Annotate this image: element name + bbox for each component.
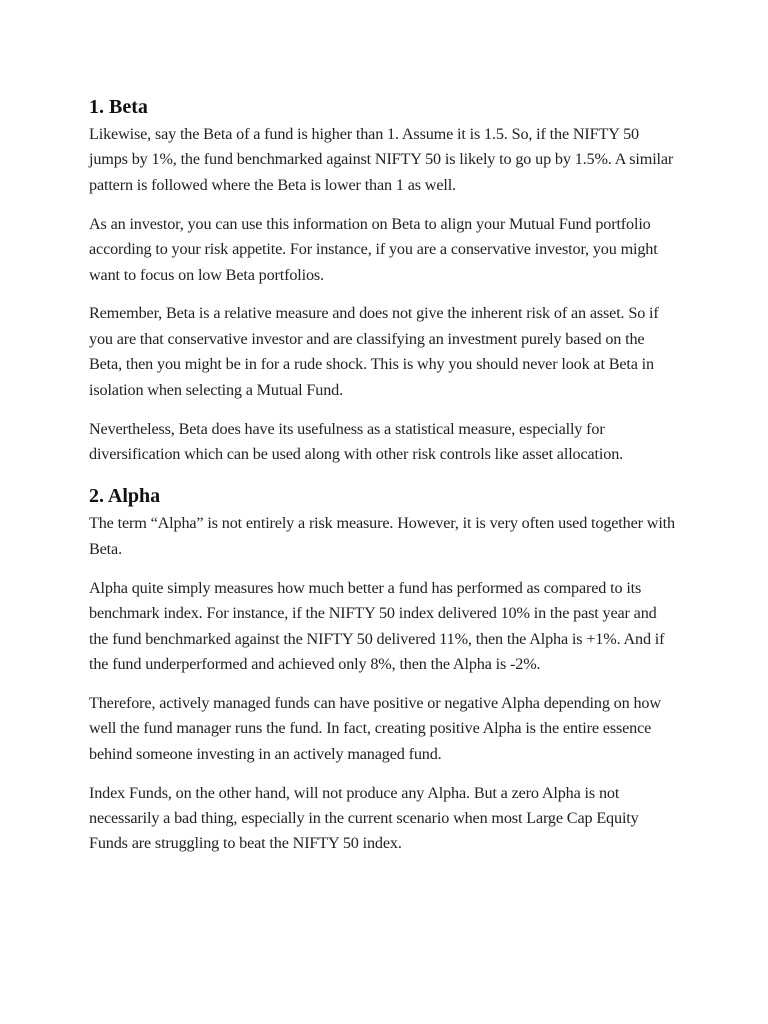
paragraph: Index Funds, on the other hand, will not produce any Alpha. But a zero Alpha is not necessarily a bad thing, especially in the current scenario when most Large Cap Equity Funds are struggling to beat the NIFTY 50 index. <box>89 783 639 853</box>
document-page <box>89 0 679 857</box>
paragraph: As an investor, you can use this information on Beta to align your Mutual Fund portfolio according to your risk appetite. For instance, if you are a conservative investor, you might want to focus on low Beta portfolios. <box>89 214 658 284</box>
paragraph: Likewise, say the Beta of a fund is higher than 1. Assume it is 1.5. So, if the NIFTY 50 jumps by 1%, the fund benchmarked against NIFTY 50 is likely to go up by 1.5%. A similar pattern is followed where the Beta is lower than 1 as well. <box>89 125 674 194</box>
paragraph: Nevertheless, Beta does have its usefulness as a statistical measure, especially for diversification which can be used along with other risk controls like asset allocation. <box>89 419 624 463</box>
section-alpha <box>89 484 679 856</box>
paragraph: The term “Alpha” is not entirely a risk measure. However, it is very often used together with Beta. <box>89 514 675 558</box>
paragraph: Alpha quite simply measures how much better a fund has performed as compared to its benchmark index. For instance, if the NIFTY 50 index delivered 10% in the past year and the fund benchmarked against the NIFTY 50 delivered 11%, then the Alpha is +1%. And if the fund underperformed and achieved only 8%, then the Alpha is -2%. <box>89 578 665 673</box>
heading-beta: 1. Beta <box>89 96 148 118</box>
paragraph: Remember, Beta is a relative measure and does not give the inherent risk of an asset. So if you are that conservative investor and are classifying an investment purely based on the Beta, then you might be in for a rude shock. This is why you should never look at Beta in isolation when selecting a Mutual Fund. <box>89 304 659 399</box>
section-beta <box>89 95 679 467</box>
paragraph: Therefore, actively managed funds can have positive or negative Alpha depending on how well the fund manager runs the fund. In fact, creating positive Alpha is the entire essence behind someone investing in an actively managed fund. <box>89 693 661 763</box>
heading-alpha: 2. Alpha <box>89 485 161 508</box>
